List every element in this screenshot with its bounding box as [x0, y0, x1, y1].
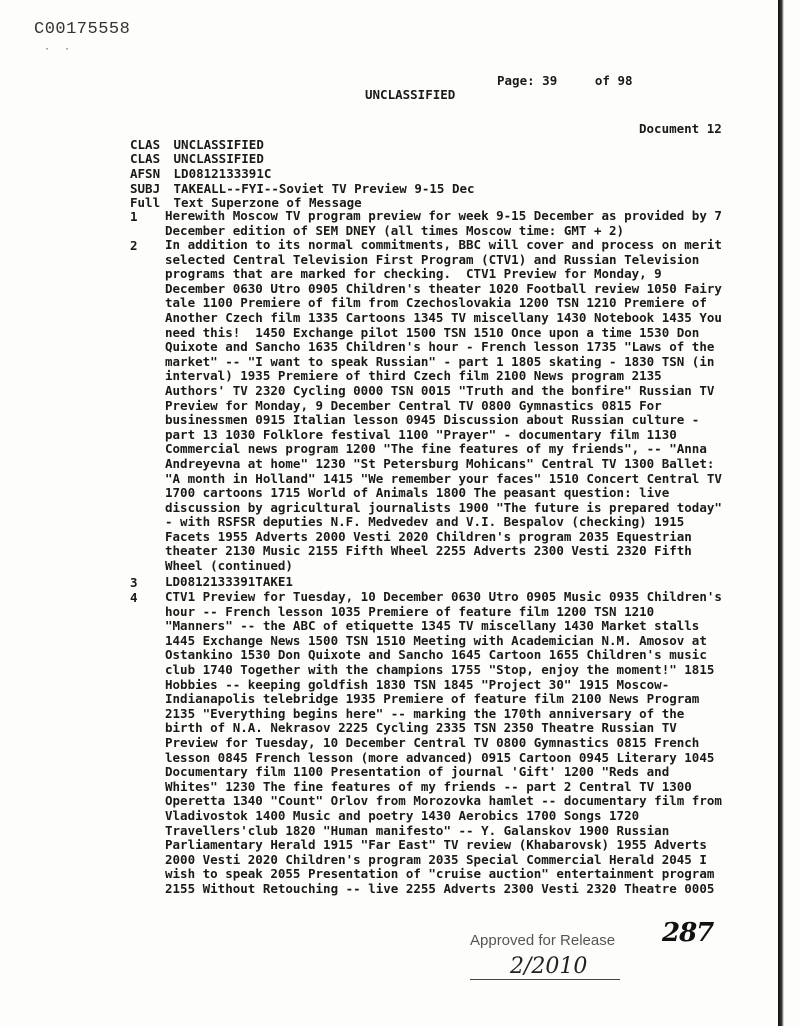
paragraph-number: 3 [130, 575, 138, 590]
header-field [130, 181, 475, 196]
handwritten-page-number: 287 [662, 918, 714, 948]
paragraph-number: 1 [130, 209, 138, 224]
page-number [497, 73, 633, 88]
page-current: 39 [542, 73, 558, 88]
header-value: LD0812133391C [173, 166, 272, 181]
release-stamp-date: 2/2010 [510, 954, 588, 979]
paragraph-text: LD0812133391TAKE1 [165, 574, 293, 589]
page-of-label: of [594, 73, 610, 88]
document-id: C00175558 [34, 20, 131, 39]
scan-dots: · · [44, 44, 75, 55]
paragraph-text: CTV1 Preview for Tuesday, 10 December 0630 Utro 0905 Music 0935 Children's hour -- French lesson 1035 Premiere of feature film 1200 TSN 1210 "Manners" -- the ABC of etiquette 1345 TV miscellany 1430 Market stalls 1445 Exchange News 1500 TSN 1510 Meeting with Academician N.M. Amosov at Ostankino 1530 Don Quixote and Sancho 1645 Cartoon 1655 Children's music club 1740 Together with the champions 1755 "Stop, enjoy the moment!" 1815 Hobbies -- keeping goldfish 1830 TSN 1845 "Project 30" 1915 Moscow-Indianapolis telebridge 1935 Premiere of feature film 2100 News Program 2135 "Everything begins here" -- marking the 170th anniversary of the birth of N.A. Nekrasov 2225 Cycling 2335 TSN 2350 Theatre Russian TV Preview for Tuesday, 10 December Central TV 0800 Gymnastics 0815 French lesson 0845 French lesson (more advanced) 0915 Cartoon 0945 Literary 1045 Documentary film 1100 Presentation of journal 'Gift' 1200 "Reds and Whites" 1230 The fine features of my friends -- part 2 Central TV 1300 Operetta 1340 "Count" Orlov from Morozovka hamlet -- documentary film from Vladivostok 1400 Music and poetry 1430 Aerobics 1700 Songs 1720 Travellers'club 1820 "Human manifesto" -- Y. Galanskov 1900 Russian Parliamentary Herald 1915 "Far East" TV review (Khabarovsk) 1955 Adverts 2000 Vesti 2020 Children's program 2035 Special Commercial Herald 2045 I wish to speak 2055 Presentation of "cruise auction" entertainment program 2155 Without Retouching -- live 2255 Adverts 2300 Vesti 2320 Theatre 0005 [165, 589, 730, 896]
paragraph-number: 2 [130, 238, 138, 253]
header-key: CLAS [130, 137, 161, 152]
header-value: Text Superzone of Message [173, 195, 362, 210]
paragraph-number: 4 [130, 590, 138, 605]
release-stamp-label: Approved for Release [470, 932, 616, 949]
header-key: AFSN [130, 166, 161, 181]
header-key: CLAS [130, 151, 161, 166]
header-value: UNCLASSIFIED [173, 137, 264, 152]
scan-edge-line [778, 0, 784, 1026]
paragraph-text: In addition to its normal commitments, BBC will cover and process on merit selected Central Television First Program (CTV1) and Russian Television programs that are marked for checking. CTV1 Preview for Monday, 9 December 0630 Utro 0905 Children's theater 1020 Football review 1050 Fairy tale 1100 Premiere of film from Czechoslovakia 1200 TSN 1210 Premiere of Another Czech film 1335 Cartoons 1345 TV miscellany 1430 Notebook 1435 You need this! 1450 Exchange pilot 1500 TSN 1510 Once upon a time 1530 Don Quixote and Sancho 1635 Children's hour - French lesson 1735 "Laws of the market" -- "I want to speak Russian" - part 1 1805 skating - 1830 TSN (in interval) 1935 Premiere of third Czech film 2100 News program 2135 Authors' TV 2320 Cycling 0000 TSN 0015 "Truth and the bonfire" Russian TV Preview for Monday, 9 December Central TV 0800 Gymnastics 0815 For businessmen 0915 Italian lesson 0945 Discussion about Russian culture - part 13 1030 Folklore festival 1100 "Prayer" - documentary film 1130 Commercial news program 1200 "The fine features of my friends", -- "Anna Andreyevna at home" 1230 "St Petersburg Mohicans" Central TV 1300 Ballet: "A month in Holland" 1415 "We remember your faces" 1510 Concert Central TV 1700 cartoons 1715 World of Animals 1800 The peasant question: live discussion by agricultural journalists 1900 "The future is prepared today" - with RSFSR deputies N.F. Medvedev and V.I. Bespalov (checking) 1915 Facets 1955 Adverts 2000 Vesti 2020 Children's program 2035 Equestrian theater 2130 Music 2155 Fifth Wheel 2255 Adverts 2300 Vesti 2320 Fifth Wheel (continued) [165, 237, 730, 574]
release-stamp-line [470, 979, 620, 980]
header-value: UNCLASSIFIED [173, 151, 264, 166]
header-key: Full [130, 195, 161, 210]
header-field [130, 137, 264, 152]
paragraph-text: Herewith Moscow TV program preview for week 9-15 December as provided by 7 December edition of SEM DNEY (all times Moscow time: GMT + 2) [165, 208, 730, 238]
header-field [130, 151, 264, 166]
document-number: Document 12 [639, 121, 722, 136]
header-value: TAKEALL--FYI--Soviet TV Preview 9-15 Dec [173, 181, 475, 196]
classification-header: UNCLASSIFIED [365, 87, 456, 102]
page-label: Page: [497, 73, 535, 88]
page-total: 98 [617, 73, 633, 88]
header-field [130, 166, 271, 181]
header-key: SUBJ [130, 181, 161, 196]
